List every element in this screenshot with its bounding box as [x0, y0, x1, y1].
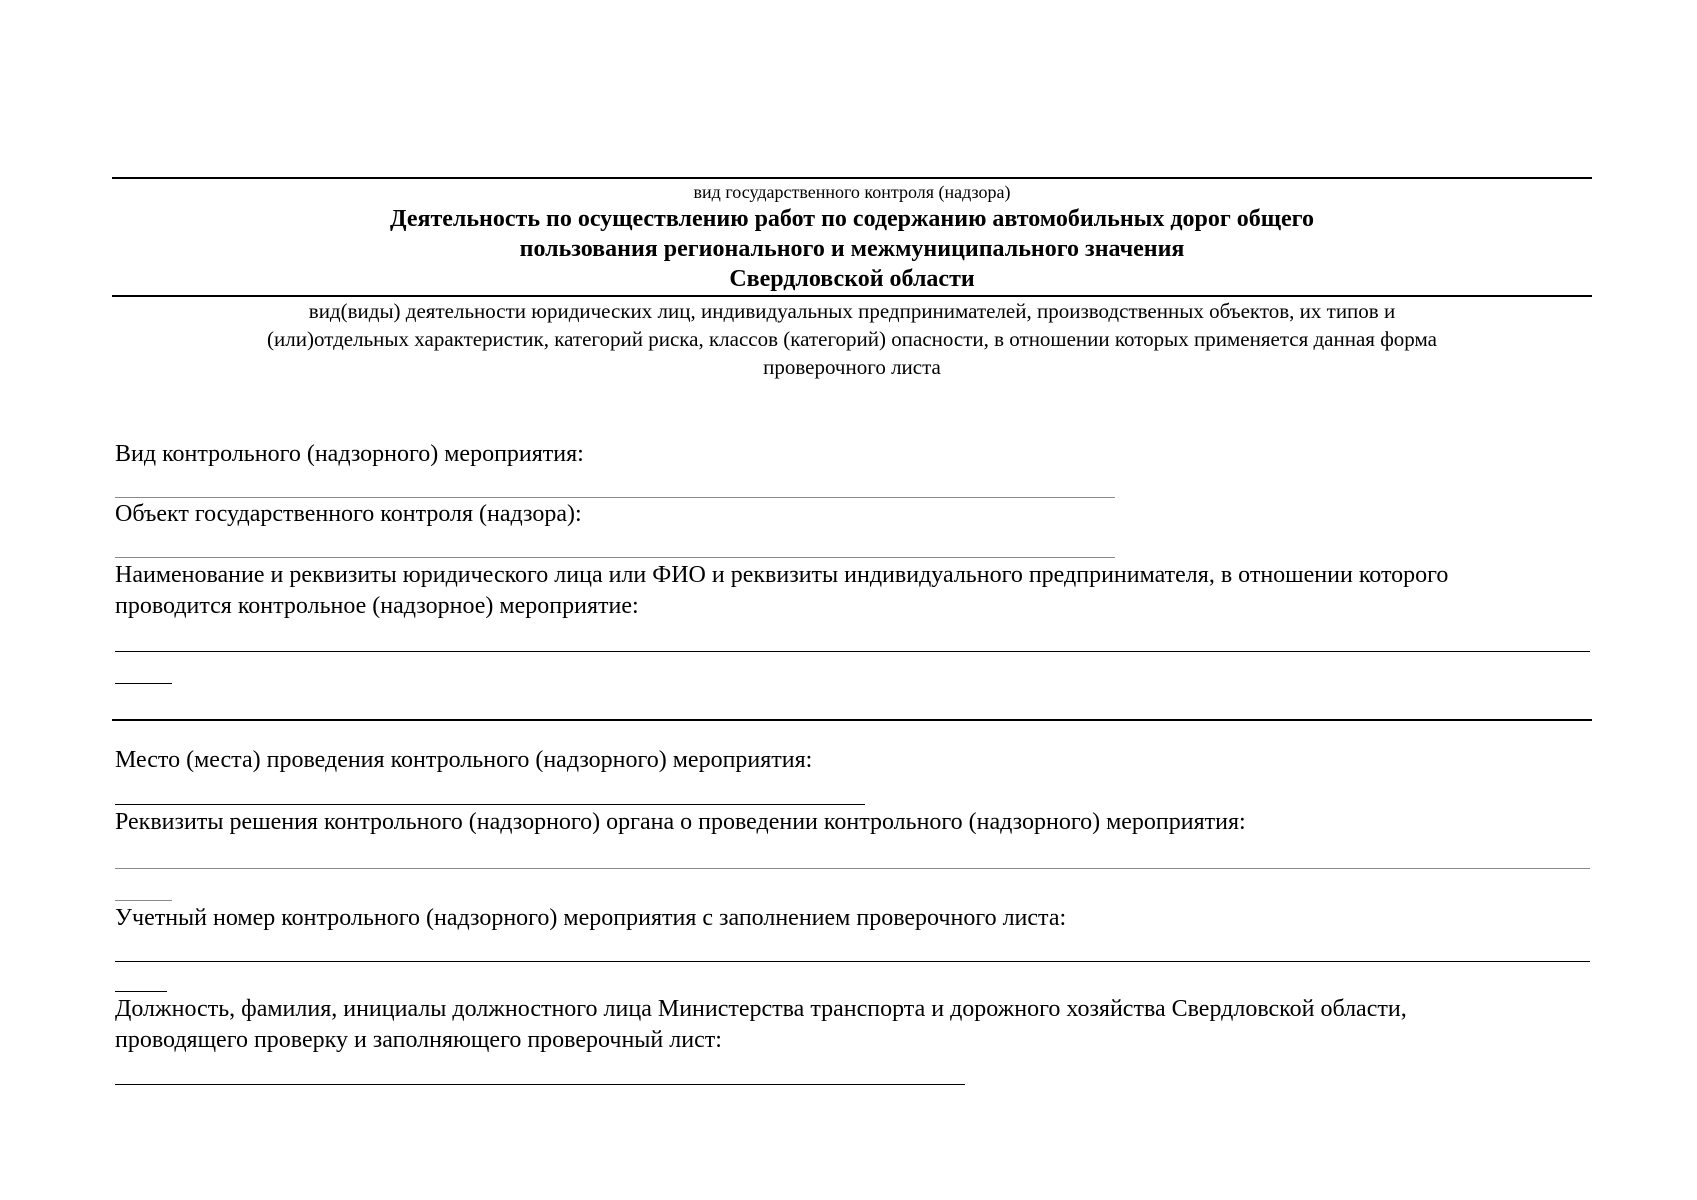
registration-number-label: Учетный номер контрольного (надзорного) мероприятия с заполнением проверочного листа:	[115, 905, 1067, 931]
event-type-label: Вид контрольного (надзорного) мероприятия:	[115, 441, 584, 467]
decision-details-input-line-tail[interactable]	[115, 900, 172, 901]
entity-details-label-line: проводится контрольное (надзорное) мероприятие:	[115, 593, 639, 619]
activity-caption-line: вид(виды) деятельности юридических лиц, индивидуальных предпринимателей, производственных объектов, их типов и	[308, 299, 1396, 323]
control-object-input-line[interactable]	[115, 557, 1115, 558]
activity-title-line: Деятельность по осуществлению работ по содержанию автомобильных дорог общего	[390, 206, 1314, 232]
event-place-label: Место (места) проведения контрольного (надзорного) мероприятия:	[115, 747, 813, 773]
registration-number-input-line-tail[interactable]	[115, 991, 167, 992]
activity-title-line: Свердловской области	[729, 266, 975, 292]
activity-caption-line: проверочного листа	[763, 355, 941, 379]
control-object-label: Объект государственного контроля (надзора):	[115, 501, 582, 527]
activity-title-line: пользования регионального и межмуниципального значения	[519, 236, 1185, 262]
official-input-line[interactable]	[115, 1084, 965, 1085]
official-label-line: Должность, фамилия, инициалы должностного лица Министерства транспорта и дорожного хозяйства Свердловской области,	[115, 996, 1407, 1022]
decision-details-label: Реквизиты решения контрольного (надзорного) органа о проведении контрольного (надзорного) мероприятия:	[115, 809, 1246, 835]
entity-details-input-line[interactable]	[115, 651, 1590, 652]
activity-caption-line: (или)отдельных характеристик, категорий риска, классов (категорий) опасности, в отношении которых применяется данная форма	[267, 327, 1437, 351]
entity-details-label	[115, 560, 1595, 622]
decision-details-input-line[interactable]	[115, 868, 1590, 869]
official-label-line: проводящего проверку и заполняющего проверочный лист:	[115, 1027, 722, 1053]
entity-details-label-line: Наименование и реквизиты юридического лица или ФИО и реквизиты индивидуального предпринимателя, в отношении которого	[115, 562, 1449, 588]
registration-number-input-line[interactable]	[115, 961, 1590, 962]
control-type-rule	[112, 177, 1592, 179]
entity-details-input-line-tail[interactable]	[115, 683, 172, 684]
activity-caption	[112, 297, 1592, 381]
official-label	[115, 994, 1595, 1056]
entity-details-section-rule	[112, 719, 1592, 721]
event-place-input-line[interactable]	[115, 804, 865, 805]
activity-title	[112, 204, 1592, 294]
control-type-caption: вид государственного контроля (надзора)	[693, 182, 1011, 202]
event-type-input-line[interactable]	[115, 497, 1115, 498]
